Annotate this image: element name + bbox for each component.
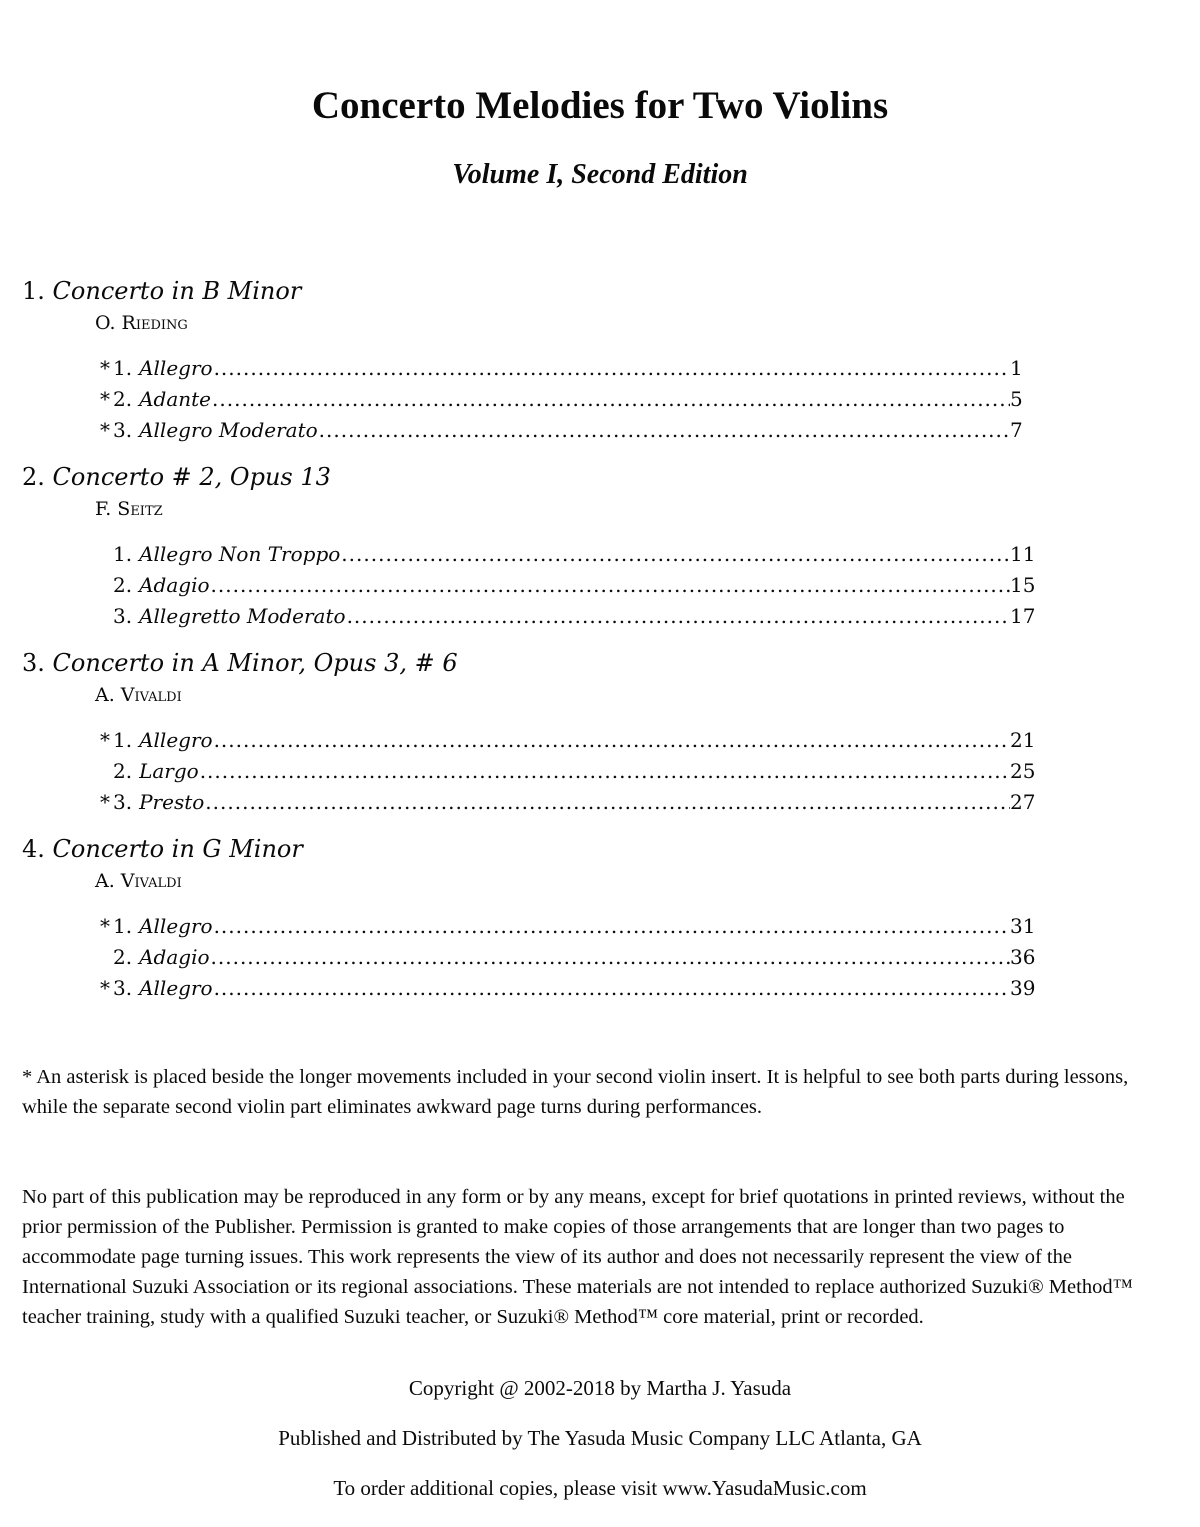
movement-number: 2. — [113, 573, 133, 598]
toc-entry: * 1. Allegro ..... 21 — [100, 725, 1010, 756]
movement-name: Allegro — [139, 976, 213, 1001]
movement-number: 3. — [113, 976, 133, 1001]
toc-entry: * 1. Allegro ..... 1 — [100, 353, 1010, 384]
movement-name: Adagio — [139, 573, 210, 598]
movement-number: 1. — [113, 356, 133, 381]
table-of-contents — [0, 276, 1200, 1004]
section-number: 3. — [22, 649, 45, 678]
dot-leader — [211, 570, 1010, 601]
page-subtitle: Volume I, Second Edition — [452, 158, 748, 190]
movement-number: 2. — [113, 945, 133, 970]
toc-entry: 2. Largo ..... 25 — [100, 756, 1010, 787]
toc-entry: * 2. Adante ..... 5 — [100, 384, 1010, 415]
movement-list — [100, 725, 1036, 818]
section-number: 1. — [22, 277, 45, 306]
movement-number: 1. — [113, 728, 133, 753]
movement-name: Allegro Non Troppo — [139, 542, 341, 567]
section-heading — [22, 834, 1200, 864]
section-title: Concerto in G Minor — [52, 835, 303, 864]
movement-name: Adante — [139, 387, 212, 412]
movement-name: Allegretto Moderato — [139, 604, 346, 629]
toc-section — [0, 276, 1200, 446]
toc-entry: 2. Adagio ..... 15 — [100, 570, 1010, 601]
page-footer — [0, 1377, 1200, 1499]
toc-entry: * 3. Allegro ..... 39 — [100, 973, 1010, 1004]
toc-section — [0, 648, 1200, 818]
toc-entry: 1. Allegro Non Troppo ..... 11 — [100, 539, 1010, 570]
asterisk-marker: * — [100, 418, 110, 443]
movement-name: Adagio — [139, 945, 210, 970]
dot-leader — [211, 942, 1010, 973]
movement-name: Largo — [139, 759, 199, 784]
footer-order-line: To order additional copies, please visit www.YasudaMusic.com — [333, 1476, 867, 1501]
copyright-note: No part of this publication may be reproduced in any form or by any means, except for brief quotations in printed reviews, without the prior permission of the Publisher. Permission is granted to make copies of those arrangements that are longer than two pages to accommodate page turning issues. This work represents the view of its author and does not necessarily represent the view of the International Suzuki Association or its regional associations. These materials are not intended to replace authorized Suzuki® Method™ teacher training, study with a qualified Suzuki teacher, or Suzuki® Method™ core material, print or recorded. — [22, 1186, 1133, 1329]
dot-leader — [200, 756, 1010, 787]
dot-leader — [347, 601, 1010, 632]
movement-list — [100, 539, 1036, 632]
dot-leader — [205, 787, 1010, 818]
composer-name: A. Vivaldi — [95, 684, 182, 707]
movement-name: Allegro — [139, 914, 213, 939]
dot-leader — [341, 539, 1010, 570]
toc-entry: 3. Allegretto Moderato ..... 17 — [100, 601, 1010, 632]
movement-name: Presto — [139, 790, 205, 815]
toc-section — [0, 462, 1200, 632]
movement-list — [100, 911, 1036, 1004]
movement-number: 3. — [113, 418, 133, 443]
section-title: Concerto in B Minor — [52, 277, 302, 306]
section-heading — [22, 648, 1200, 678]
asterisk-marker: * — [100, 914, 110, 939]
movement-list — [100, 353, 1023, 446]
movement-name: Allegro Moderato — [139, 418, 318, 443]
movement-name: Allegro — [139, 728, 213, 753]
dot-leader — [214, 725, 1010, 756]
section-heading — [22, 462, 1200, 492]
section-title: Concerto # 2, Opus 13 — [52, 463, 331, 492]
composer-name: A. Vivaldi — [95, 870, 182, 893]
asterisk-marker: * — [100, 356, 110, 381]
page-header — [0, 0, 1200, 191]
toc-entry: * 1. Allegro ..... 31 — [100, 911, 1010, 942]
asterisk-marker: * — [100, 790, 110, 815]
toc-entry: * 3. Presto ..... 27 — [100, 787, 1010, 818]
section-heading — [22, 276, 1200, 306]
movement-number: 2. — [113, 759, 133, 784]
section-number: 4. — [22, 835, 45, 864]
dot-leader — [214, 973, 1010, 1004]
toc-section — [0, 834, 1200, 1004]
toc-entry: 2. Adagio ..... 36 — [100, 942, 1010, 973]
dot-leader — [319, 415, 1010, 446]
asterisk-note: * An asterisk is placed beside the longer movements included in your second violin insert. It is helpful to see both parts during lessons, while the separate second violin part eliminates awkward page turns during performances. — [22, 1066, 1129, 1119]
movement-number: 1. — [113, 914, 133, 939]
movement-name: Allegro — [139, 356, 213, 381]
section-number: 2. — [22, 463, 45, 492]
footer-copyright-line: Copyright @ 2002-2018 by Martha J. Yasuda — [408, 1376, 792, 1401]
dot-leader — [214, 911, 1010, 942]
asterisk-marker: * — [100, 976, 110, 1001]
page-title: Concerto Melodies for Two Violins — [311, 84, 889, 127]
composer-name: O. Rieding — [95, 312, 188, 335]
dot-leader — [214, 353, 1010, 384]
asterisk-marker: * — [100, 728, 110, 753]
movement-number: 3. — [113, 790, 133, 815]
toc-entry: * 3. Allegro Moderato ..... 7 — [100, 415, 1010, 446]
footer-publisher-line: Published and Distributed by The Yasuda Music Company LLC Atlanta, GA — [278, 1426, 922, 1451]
asterisk-marker: * — [100, 387, 110, 412]
section-title: Concerto in A Minor, Opus 3, # 6 — [52, 649, 458, 678]
dot-leader — [212, 384, 1010, 415]
movement-number: 2. — [113, 387, 133, 412]
movement-number: 3. — [113, 604, 133, 629]
composer-name: F. Seitz — [95, 498, 163, 521]
movement-number: 1. — [113, 542, 133, 567]
notes-block — [0, 1062, 1200, 1332]
